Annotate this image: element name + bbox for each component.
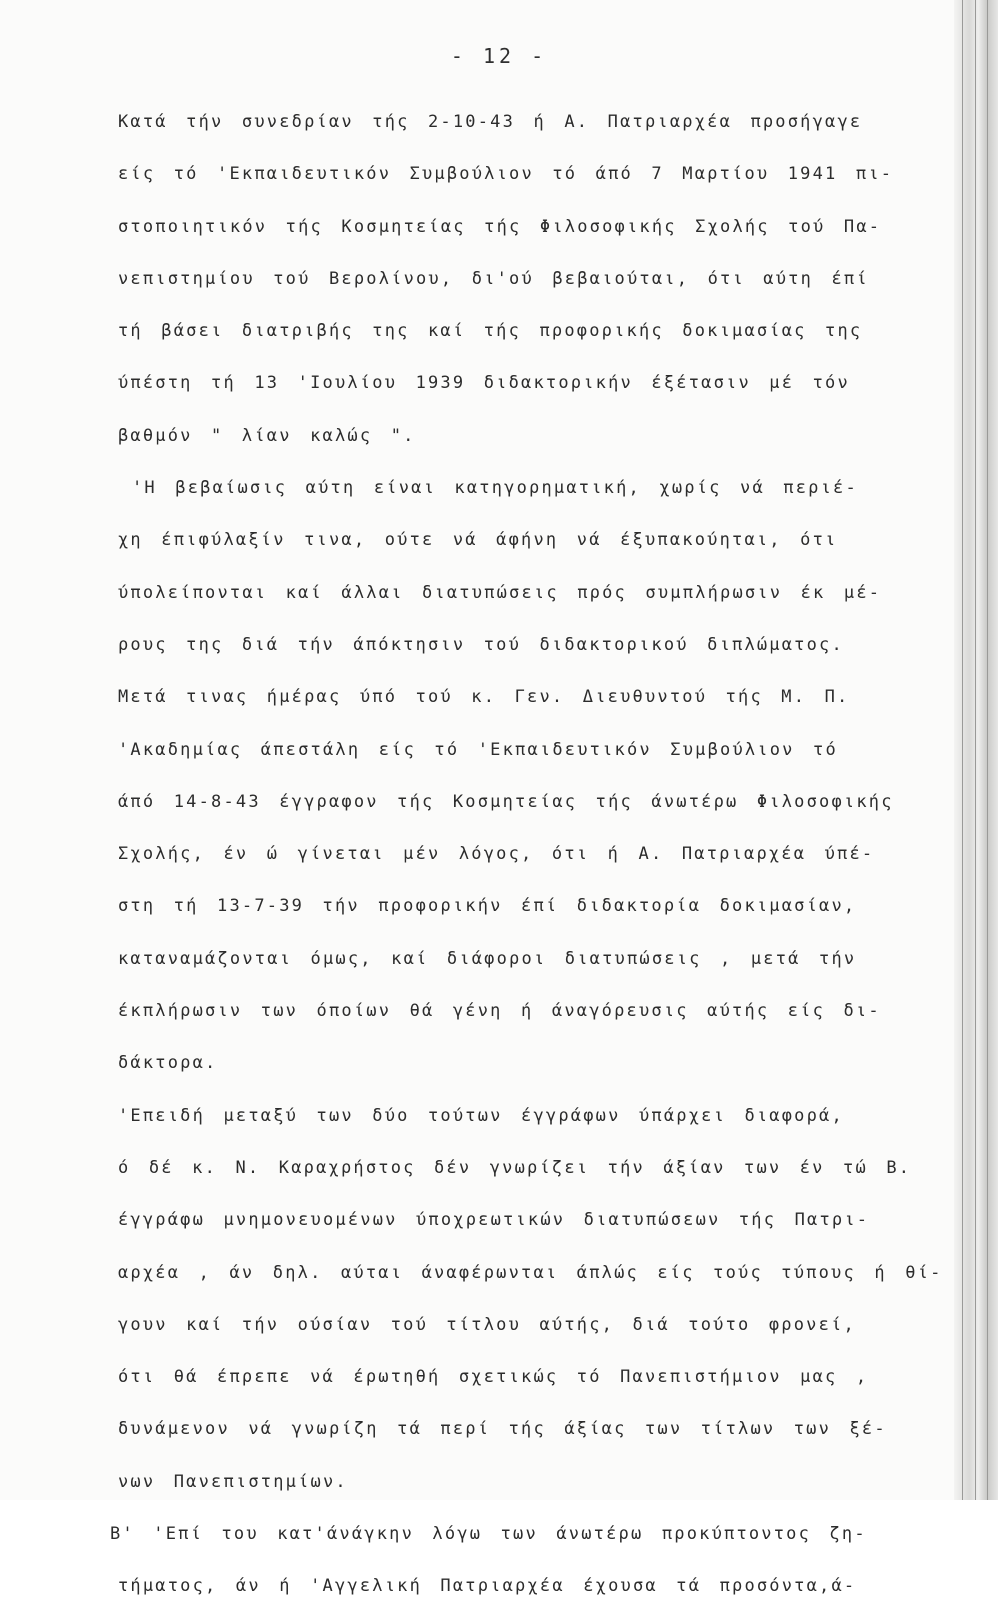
text-line: Σχολής, έν ώ γίνεται μέν λόγος, ότι ή Α. Πατριαρχέα ύπέ- bbox=[118, 844, 875, 865]
typed-text-body bbox=[110, 96, 943, 1613]
text-line: έγγράφω μνημονευομένων ύποχρεωτικών διατυπώσεων τής Πατρι- bbox=[118, 1210, 870, 1231]
text-line: βαθμόν " λίαν καλώς ". bbox=[118, 425, 416, 446]
text-line: ό δέ κ. Ν. Καραχρήστος δέν γνωρίζει τήν άξίαν των έν τώ Β. bbox=[118, 1157, 912, 1178]
page-binding-edge bbox=[954, 0, 998, 1500]
text-line: γουν καί τήν ούσίαν τού τίτλου αύτής, διά τούτο φρονεί, bbox=[118, 1314, 856, 1335]
text-line: δυνάμενον νά γνωρίζη τά περί τής άξίας των τίτλων των ξέ- bbox=[118, 1419, 887, 1440]
text-line: έκπλήρωσιν των όποίων θά γένη ή άναγόρευσις αύτής είς δι- bbox=[118, 1001, 881, 1022]
text-line: ρους της διά τήν άπόκτησιν τού διδακτορικού διπλώματος. bbox=[118, 634, 844, 655]
binding-line bbox=[962, 0, 963, 1500]
text-line: στη τή 13-7-39 τήν προφορικήν έπί διδακτορία δοκιμασίαν, bbox=[118, 896, 857, 917]
text-line: χη έπιφύλαξίν τινα, ούτε νά άφήνη νά έξυπακούηται, ότι bbox=[118, 530, 838, 551]
text-line: Κατά τήν συνεδρίαν τής 2-10-43 ή Α. Πατριαρχέα προσήγαγε bbox=[118, 112, 863, 132]
binding-line bbox=[987, 0, 988, 1500]
text-line: αρχέα , άν δηλ. αύται άναφέρωνται άπλώς είς τούς τύπους ή θί- bbox=[118, 1262, 943, 1283]
text-line: 'Ακαδημίας άπεστάλη είς τό 'Εκπαιδευτικόν Συμβούλιον τό bbox=[118, 739, 838, 760]
text-line: Μετά τινας ήμέρας ύπό τού κ. Γεν. Διευθυντού τής Μ. Π. bbox=[118, 687, 850, 708]
text-line: ότι θά έπρεπε νά έρωτηθή σχετικώς τό Πανεπιστήμιον μας , bbox=[118, 1367, 869, 1388]
text-line: ύπολείπονται καί άλλαι διατυπώσεις πρός συμπλήρωσιν έκ μέ- bbox=[118, 582, 882, 603]
text-line: 'Επειδή μεταξύ των δύο τούτων έγγράφων ύπάρχει διαφορά, bbox=[118, 1105, 844, 1126]
text-line: τή βάσει διατριβής της καί τής προφορικής δοκιμασίας της bbox=[118, 321, 863, 342]
text-line: Β' 'Επί του κατ'άνάγκην λόγω των άνωτέρω προκύπτοντος ζη- bbox=[110, 1524, 867, 1545]
text-line: δάκτορα. bbox=[118, 1053, 218, 1074]
text-line: στοποιητικόν τής Κοσμητείας τής Φιλοσοφικής Σχολής τού Πα- bbox=[118, 216, 882, 237]
text-line: 'Η βεβαίωσις αύτη είναι κατηγορηματική, χωρίς νά περιέ- bbox=[132, 478, 858, 499]
binding-line bbox=[975, 0, 976, 1500]
text-line: τήματος, άν ή 'Αγγελική Πατριαρχέα έχουσα τά προσόντα,ά- bbox=[118, 1576, 857, 1597]
text-line: ύπέστη τή 13 'Ιουλίου 1939 διδακτορικήν έξέτασιν μέ τόν bbox=[118, 373, 850, 394]
text-line: νεπιστημίου τού Βερολίνου, δι'ού βεβαιούται, ότι αύτη έπί bbox=[118, 268, 869, 289]
page-number: - 12 - bbox=[450, 44, 548, 68]
text-line: καταναμάζονται όμως, καί διάφοροι διατυπώσεις , μετά τήν bbox=[118, 948, 857, 969]
text-line: άπό 14-8-43 έγγραφον τής Κοσμητείας τής άνωτέρω Φιλοσοφικής bbox=[118, 791, 894, 812]
text-line: είς τό 'Εκπαιδευτικόν Συμβούλιον τό άπό 7 Μαρτίου 1941 πι- bbox=[118, 164, 894, 185]
text-line: νων Πανεπιστημίων. bbox=[118, 1471, 348, 1492]
